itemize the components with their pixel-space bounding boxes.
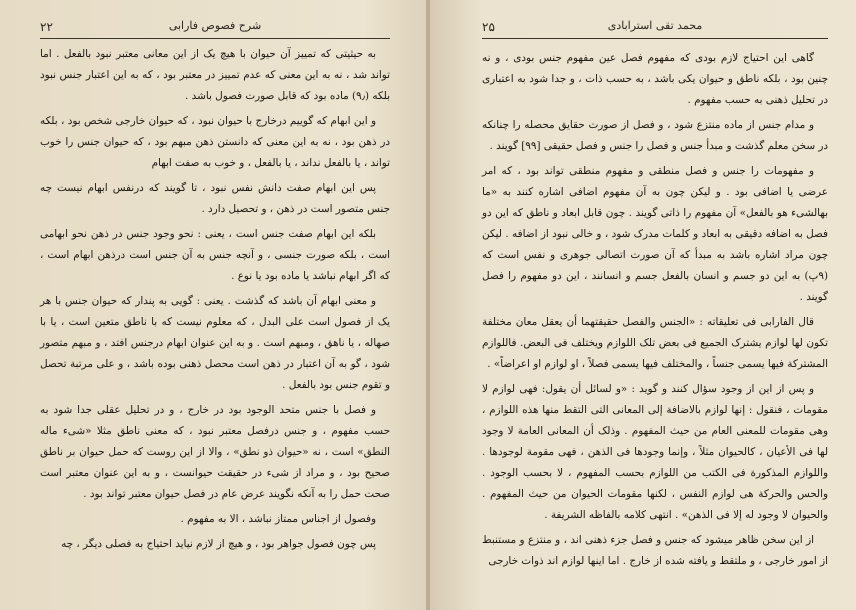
right-running-title: محمد تقی استرابادی	[607, 19, 703, 32]
left-running-title: شرح فصوص فارابی	[168, 19, 262, 32]
right-page-number: ۲۵	[482, 20, 495, 34]
right-paragraph-4: قال الفارابی فی تعلیقاته : «الجنس والفصل حقیقتهما أن یعقل معان مختلفة تکون لها لوازم یشترک الجمیع فی بعض تلک اللوازم ویختلف فی البعض. فاللوازم المشترکة فیها یسمی جنساً ، والمختلف فیها یسمی فصلاً ، او لوازم او اعراضاً» .	[482, 316, 828, 370]
left-paragraph-2: و این ابهام که گوییم درخارج با حیوان نبود ، که حیوان خارجی شخص بود ، بلکه در ذهن بود ، نه به این معنی که دانستن ذهن مبهم بود ، که حیوان جنس را خوب تواند ، یا بالفعل نداند ، یا بالفعل ، و خوب به صفت ابهام	[40, 115, 390, 169]
right-paragraph-2: و مدام جنس از ماده منتزع شود ، و فصل از صورت حقایق محصله را چنانکه در سخن معلم گذشت و مبدأ جنس و فصل را جنس و فصل حقیقی [۹۹] گویند .	[482, 119, 828, 152]
left-paragraph-8: پس چون فصول جواهر بود ، و هیچ از لازم نیاید احتیاج به فصلی دیگر ، چه	[61, 538, 376, 550]
left-page-header	[40, 18, 390, 39]
right-page	[430, 0, 856, 610]
left-paragraph-1: به حیثیتی که تمییز آن حیوان با هیچ یک از این معانی معتبر نبود بالفعل . اما تواند شد ، نه به این معنی که عدم تمییز در معتبر بود ، که به این اعتبار جنس نبود بلکه (۹٫) ماده بود که قابل صورت فصول باشد .	[40, 48, 390, 102]
left-paragraph-6: و فصل با جنس متحد الوجود بود در خارج ، و در تحلیل عقلی جدا شود به حسب مفهوم ، و جنس درفصل معتبر نبود ، که معنی ناطق مثلا «شیء ماله النطق» است ، نه «حیوان ذو نطق» ، والا از این روست که حمل حیوان بر ناطق صحیح بود ، و مراد از شیء در حقیقت حیوانست ، و به این عنوان معتبر است صحت حمل را به آنکه نگویند عرض عام در فصل حیوان معتبر تواند بود .	[40, 404, 390, 500]
right-paragraph-3: و مفهومات را جنس و فصل منطقی و مفهوم منطقی تواند بود ، که امر عرضی یا اضافی بود . و لیکن چون به آن مفهوم اضافی اشاره کنند به «ما بهالشیء هو بالفعل» آن مفهوم را ذاتی گویند . چون قابل ابعاد و ناطق که این دو فصل به اضافه دقیقی به ابعاد و کلمات مدرک شود ، و خالی نبود از اضافه . لیکن چون مراد اشاره باشد به مبدأ که آن صورت اتصالی جوهری و نفس است که (۹پ) به این دو جسم و انسان بالفعل جسم و انسانند ، این دو مفهوم را فصل گویند .	[482, 165, 828, 303]
right-paragraph-5: و پس از این از وجود سؤال کنند و گوید : «و لسائل أن یقول: فهی لوازم لا مقومات ، فنقول : إنها لوازم بالاضافة إلی المعانی التی التقط منها هذه اللوازم ، وهی مقومات للمعنی العام من حیث المفهوم . وذلک أن المعانی العامة لا وجود لها فی الأعیان ، کالحیوان مثلاً ، وإنما وجودها فی الذهن ، فهی مقومة لوجودها . واللوازم المذکورة فی الکتب من اللوازم بحسب المفهوم ، لا بحسب الوجود . والحس والحرکة هی لوازم النفس ، لکنها مقومات الحیوان من حیث المفهوم . والحیوان لا وجود له إلا فی الذهن» . انتهی کلامه بالفاظه الشریفة .	[482, 383, 828, 521]
left-paragraph-5: و معنی ابهام آن باشد که گذشت . یعنی : گویی به پندار که حیوان جنس با هر یک از فصول است علی البدل ، که معلوم نیست که با ناطق متعین است ، یا با صهاله ، یا ناهق ، ومبهم است . و به این عنوان ابهام درجنس افتد ، و مبهم متصور شود ، گو به آن اعتبار در ذهن است محصل ذهنی بوده باشد ، و علی مرتبة تحصل و تقوم جنس بود بالفعل .	[40, 295, 390, 391]
left-paragraph-3: پس این ابهام صفت دانش نفس نبود ، تا گویند که درنفس ابهام نیست چه جنس متصور است در ذهن ، و تحصیل دارد .	[40, 182, 390, 215]
right-paragraph-6: از این سخن ظاهر میشود که جنس و فصل جزء ذهنی اند ، و منتزع و مستنبط از امور خارجی ، و ملتقط و یافته شده از خارج . اما اینها لوازم اند ذوات خارجی	[482, 534, 828, 567]
right-page-body	[482, 48, 828, 602]
right-paragraph-1: گاهی این احتیاج لازم بودی که مفهوم فصل عین مفهوم جنس بودی ، و نه چنین بود ، بلکه ناطق و حیوان یکی باشد ، به حسب ذات ، و جدا شود به اعتباری در تحلیل ذهنی به حسب مفهوم .	[482, 52, 828, 106]
left-page-number: ۲۲	[40, 20, 53, 34]
left-paragraph-7: وفصول از اجناس ممتاز نباشد ، الا به مفهوم .	[180, 513, 376, 525]
left-paragraph-4: بلکه این ابهام صفت جنس است ، یعنی : نحو وجود جنس در ذهن نحو ابهامی است ، بلکه صورت جنسی ، و آنچه جنس به آن جنس است درذهن ابهام است ، که اگر ابهام نباشد یا ماده بود یا نوع .	[40, 228, 390, 282]
left-page-body	[40, 44, 390, 602]
left-page	[0, 0, 426, 610]
right-page-header	[482, 18, 828, 39]
